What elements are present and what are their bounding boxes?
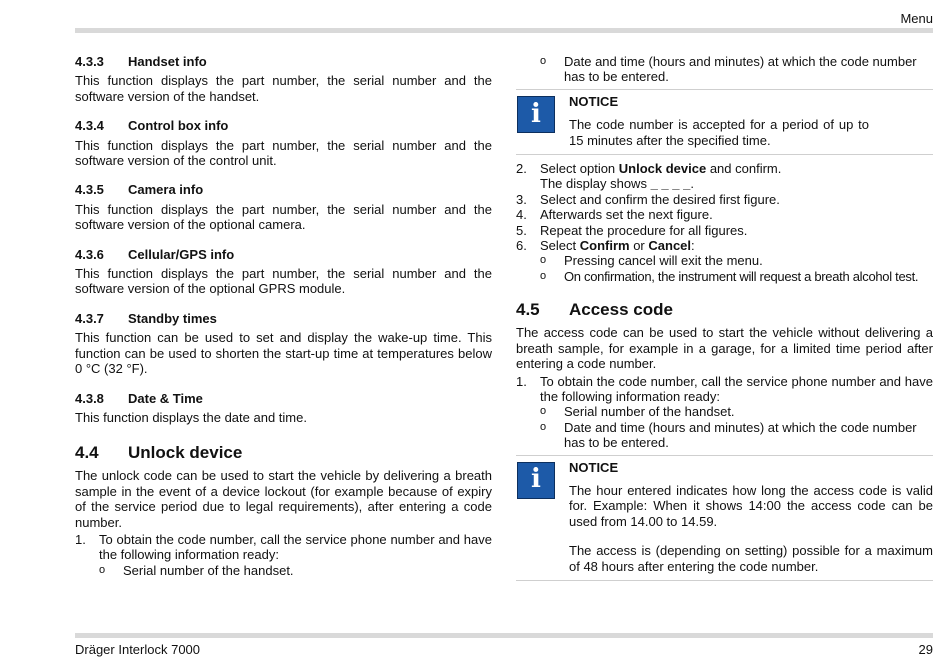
section-title: Standby times: [128, 310, 217, 326]
bullet-text: Date and time (hours and minutes) at which the code number has to be entered.: [564, 419, 917, 451]
bullet-text: Date and time (hours and minutes) at which the code number has to be entered.: [564, 54, 917, 85]
section-standby-times: [75, 311, 492, 377]
section-text: This function displays the part number, the serial number and the software version of the optional GPRS module.: [75, 266, 492, 297]
step-text: Select Confirm or Cancel:: [540, 238, 695, 254]
step-number: 6.: [516, 238, 527, 254]
list-item: [540, 404, 933, 419]
step-text: Repeat the procedure for all figures.: [540, 222, 748, 238]
step-number: 5.: [516, 222, 527, 238]
section-title: Control box info: [128, 118, 229, 134]
bullet-icon: o: [540, 55, 547, 67]
bullet-text: Serial number of the handset.: [123, 562, 294, 578]
section-access-code: [516, 300, 933, 581]
section-text: This function displays the part number, the serial number and the software version of the optional camera.: [75, 201, 492, 233]
section-title: Access code: [569, 300, 673, 320]
bullet-icon: o: [540, 420, 547, 433]
list-item: [540, 253, 933, 268]
header-rule: [75, 28, 933, 33]
info-icon: i: [517, 462, 555, 499]
list-item: [516, 207, 933, 222]
notice-text: The code number is accepted for a period of up to 15 minutes after the specified time.: [569, 117, 869, 148]
step-text: Afterwards set the next figure.: [540, 207, 713, 223]
info-icon: i: [517, 96, 555, 133]
list-item: [516, 374, 933, 405]
section-number: 4.5: [516, 300, 540, 320]
list-item: [99, 563, 492, 578]
section-number: 4.3.3: [75, 54, 104, 69]
step-number: 4.: [516, 207, 527, 223]
section-text: This function can be used to set and display the wake-up time. This function can be used to shorten the start-up time at temperatures below 0 °C (32 °F).: [75, 330, 492, 377]
section-unlock-device: [75, 443, 492, 578]
notice-title: NOTICE: [569, 93, 619, 109]
step-number: 3.: [516, 191, 527, 207]
notice-text: The access is (depending on setting) possible for a maximum of 48 hours after entering the code number.: [569, 543, 933, 574]
right-column: [516, 54, 933, 587]
section-number: 4.4: [75, 443, 99, 463]
list-item: [75, 532, 492, 563]
section-text: This function displays the part number, the serial number and the software version of the handset.: [75, 73, 492, 104]
notice-box: [516, 455, 933, 581]
bullet-icon: o: [99, 563, 106, 576]
step-text: Select option Unlock device and confirm. The display shows _ _ _ _.: [540, 161, 782, 192]
section-control-box-info: [75, 118, 492, 168]
section-number: 4.3.8: [75, 390, 104, 406]
section-title: Camera info: [128, 182, 204, 198]
list-item: [540, 54, 933, 85]
bullet-text: Serial number of the handset.: [564, 404, 735, 420]
step-text: To obtain the code number, call the service phone number and have the following information ready:: [99, 531, 492, 563]
bullet-text: On confirmation, the instrument will request a breath alcohol test.: [564, 268, 919, 284]
section-text: The unlock code can be used to start the vehicle by delivering a breath sample in the event of a device lockout (for example because of expiry of the service period due to legal requirements), after entering a code number.: [75, 468, 492, 530]
section-text: This function displays the date and time.: [75, 409, 307, 425]
steps-list: [516, 374, 933, 405]
footer-page-number: 29: [918, 642, 933, 657]
section-number: 4.3.5: [75, 182, 104, 198]
bullet-text: Pressing cancel will exit the menu.: [564, 253, 763, 269]
list-item: [516, 192, 933, 207]
step-number: 2.: [516, 161, 527, 177]
notice-title: NOTICE: [569, 459, 619, 475]
section-title: Handset info: [128, 54, 207, 69]
section-handset-info: [75, 54, 492, 104]
steps-list: [516, 161, 933, 253]
bullet-icon: o: [540, 254, 547, 267]
list-item: [540, 420, 933, 451]
header-menu-label: Menu: [900, 11, 933, 26]
bullet-icon: o: [540, 269, 547, 282]
section-title: Cellular/GPS info: [128, 246, 235, 262]
section-camera-info: [75, 182, 492, 232]
list-item: [516, 238, 933, 253]
steps-list: [75, 532, 492, 563]
step-text: To obtain the code number, call the service phone number and have the following information ready:: [540, 373, 933, 404]
step-text: Select and confirm the desired first figure.: [540, 191, 780, 207]
section-number: 4.3.4: [75, 118, 104, 134]
section-text: This function displays the part number, the serial number and the software version of the control unit.: [75, 137, 492, 169]
list-item: [516, 223, 933, 238]
section-cellular-gps-info: [75, 247, 492, 297]
footer-product-name: Dräger Interlock 7000: [75, 642, 201, 657]
section-number: 4.3.6: [75, 246, 104, 262]
bullet-icon: o: [540, 405, 547, 418]
section-number: 4.3.7: [75, 310, 104, 326]
list-item: [516, 161, 933, 192]
left-column: [75, 54, 492, 578]
section-date-time: [75, 391, 492, 426]
step-number: 1.: [75, 531, 86, 547]
section-title: Date & Time: [128, 390, 203, 406]
notice-text: The hour entered indicates how long the access code is valid for. Example: When it shows 14:00 the access code can be used from 14.00 to 14.59.: [569, 482, 933, 529]
section-title: Unlock device: [128, 443, 243, 463]
footer-rule: [75, 633, 933, 638]
notice-box: [516, 89, 933, 155]
list-item: [540, 269, 933, 284]
section-text: The access code can be used to start the vehicle without delivering a breath sample, for example in a garage, for a limited time period after entering a code number.: [516, 325, 933, 372]
step-number: 1.: [516, 373, 527, 389]
